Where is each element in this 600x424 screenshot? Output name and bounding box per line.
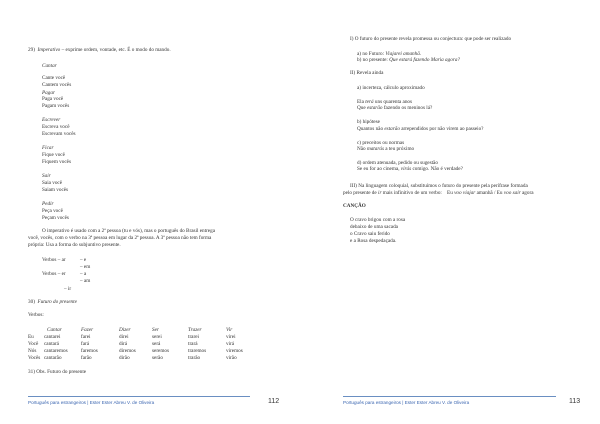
text: uns quarenta anos (374, 99, 413, 105)
table-cell: serei (152, 334, 162, 340)
verb-line: Paga você (42, 96, 64, 102)
table-cell: diremos (119, 348, 136, 354)
label: a) no Futuro: (357, 51, 385, 57)
verb-title-pagar: Pagar (42, 90, 55, 96)
table-cell: dirá (119, 341, 128, 347)
text: agora (521, 190, 534, 196)
text: ir (378, 190, 382, 196)
text: mais infinitivo de um verbo: (382, 190, 442, 196)
table-cell: fará (81, 341, 90, 347)
text: Que (357, 105, 366, 111)
imperative-paragraph-line3: própria: Usa a forma do subjuntivo presente. (28, 242, 121, 248)
section-ii-d-ex (357, 166, 463, 172)
verb-line: Pagam vocês (42, 103, 70, 109)
item29-heading (28, 47, 171, 53)
imperative-paragraph-line2: você, vocês, com o verbo na 3ª pessoa em lugar da 2ª pessoa. A 3ª pessoa não tem forma (28, 235, 212, 241)
poem-line: debaixo de uma sacada (350, 224, 398, 230)
verb-title-sair: Sair (42, 173, 51, 179)
table-cell: viremos (226, 348, 243, 354)
verb-line: Escreva você (42, 124, 70, 130)
verb-line: Peça você (42, 208, 63, 214)
table-cell: será (152, 341, 161, 347)
footer-rule (343, 396, 556, 397)
table-cell: trarão (188, 355, 201, 361)
table-header: Cantar (47, 327, 62, 333)
verb-line: Fiquem vocês (42, 159, 71, 165)
footer-text: Português para estrangeiros | Ester Ester Abreu V. de Oliveira (28, 400, 155, 405)
verb-title-cantar: Cantar (42, 63, 57, 69)
verb-line: Cante você (42, 75, 66, 81)
table-cell: farei (81, 334, 91, 340)
text: Se eu for ao cinema, (357, 166, 400, 172)
text: Ela (357, 99, 364, 105)
table-header: Vir (226, 327, 233, 333)
page-right (300, 0, 600, 424)
item29-desc: – exprime ordem, vontade, etc. É o modo do mando. (61, 47, 171, 53)
text: voo viajar (454, 190, 476, 196)
footer-rule (28, 396, 250, 397)
text: a teu próximo (385, 146, 415, 152)
table-header: Dizer (119, 327, 131, 333)
cancao-title: CANÇÃO (343, 203, 366, 209)
verb-title-ficar: Ficar (42, 145, 54, 151)
verb-line: Saiam vocês (42, 187, 69, 193)
verb-title-pedir: Pedir (42, 201, 54, 207)
section-iii-line2 (343, 190, 534, 196)
table-subject: Vocês (28, 355, 41, 361)
section-ii-c: c) preceitos ou normas (357, 140, 405, 146)
item30-heading (28, 299, 77, 305)
table-header: Trazer (188, 327, 202, 333)
section-ii-b-ex (357, 126, 484, 132)
item29-number: 29) (28, 47, 35, 53)
text: virás (400, 166, 412, 172)
section-ii-c-ex (357, 146, 414, 152)
item30-title: Futuro do presente (37, 299, 77, 305)
section-ii: II) Revela ainda (350, 70, 384, 76)
table-cell: traremos (188, 348, 207, 354)
verb-line: Cantem vocês (42, 82, 72, 88)
item30-number: 30) (28, 299, 35, 305)
text: comigo. Não é verdade? (412, 166, 463, 172)
poem-line: o Cravo saiu ferido (350, 231, 390, 237)
text: amanhã / Eu (476, 190, 503, 196)
table-cell: dirão (119, 355, 130, 361)
imperative-paragraph-line1: O imperativo é usado com a 2ª pessoa (tu e vós), mas o português do Brasil entrega (42, 228, 216, 234)
table-cell: trará (188, 341, 198, 347)
verb-line: Peçam vocês (42, 215, 69, 221)
table-cell: trarei (188, 334, 199, 340)
table-cell: cantarei (44, 334, 61, 340)
verb-title-escrever: Escrever (42, 117, 61, 123)
section-ii-d: d) ordem atenuada, pedido ou sugestão (357, 160, 438, 166)
table-cell: farão (81, 355, 92, 361)
table-cell: virei (226, 334, 236, 340)
text: fazendo os meninos lá? (383, 105, 433, 111)
page-number: 112 (268, 398, 280, 405)
text: arrependidos por não virem ao passeio? (401, 126, 484, 132)
section-ii-b: b) hipótese (357, 119, 380, 125)
table-cell: serão (152, 355, 163, 361)
section-i-b (357, 57, 460, 63)
section-i: I) O futuro do presente revela promessa ou conjectura: que pode ser realizado (350, 36, 512, 42)
ending-a: – a (80, 271, 87, 277)
table-cell: cantarão (44, 355, 62, 361)
item29-term: Imperativo (37, 47, 61, 53)
table-subject: Você (28, 341, 39, 347)
verbos-er: Verbos – er (42, 271, 66, 277)
text: voo sair (503, 190, 521, 196)
table-cell: virão (226, 355, 237, 361)
section-iii-line1: III) Na linguagem coloquial, substituímos o futuro do presente pela perífrase formada (350, 183, 528, 189)
text: pelo presente de (343, 190, 377, 196)
table-cell: seremos (152, 348, 169, 354)
verb-line: Escrevam vocês (42, 131, 76, 137)
text: Eu (447, 190, 453, 196)
ending-e: – e (80, 257, 87, 263)
table-cell: virá (226, 341, 235, 347)
table-cell: direi (119, 334, 129, 340)
table-header: Ser (152, 327, 159, 333)
text: estarão (366, 105, 383, 111)
footer-text: Português para estrangeiros | Ester Ester Abreu V. de Oliveira (343, 400, 470, 405)
label: b) no presente: (357, 57, 388, 63)
verbos-ar: Verbos – ar (42, 257, 66, 263)
verb-line: Saia você (42, 180, 63, 186)
poem-line: e a Rosa despedaçada. (350, 238, 397, 244)
table-cell: cantaremos (44, 348, 68, 354)
text: estarão (384, 126, 400, 132)
verb-line: Fique você (42, 152, 65, 158)
table-cell: cantará (44, 341, 59, 347)
text: Quantos não (357, 126, 384, 132)
page-number: 113 (569, 398, 581, 405)
ending-em: – em (80, 264, 91, 270)
text: matarás (366, 146, 384, 152)
example: Viajarei amanhã. (385, 51, 422, 57)
poem-line: O cravo brigou com a rosa (350, 217, 406, 223)
ending-am: – am (80, 278, 91, 284)
text: terá (365, 99, 374, 105)
item31-heading: 31) Obs. Futuro do presente (28, 369, 87, 375)
text: Não (357, 146, 366, 152)
verbos-label: Verbos: (28, 312, 44, 318)
ending-ir: – ir (64, 286, 72, 292)
section-ii-a: a) incerteza, cálculo aproximado (357, 85, 425, 91)
example: Que estará fazendo Maria agora? (389, 57, 461, 63)
section-ii-a-ex2 (357, 105, 432, 111)
table-cell: faremos (81, 348, 98, 354)
table-header: Fazer (81, 327, 94, 333)
table-subject: Eu (28, 334, 34, 340)
table-subject: Nós (28, 348, 37, 354)
